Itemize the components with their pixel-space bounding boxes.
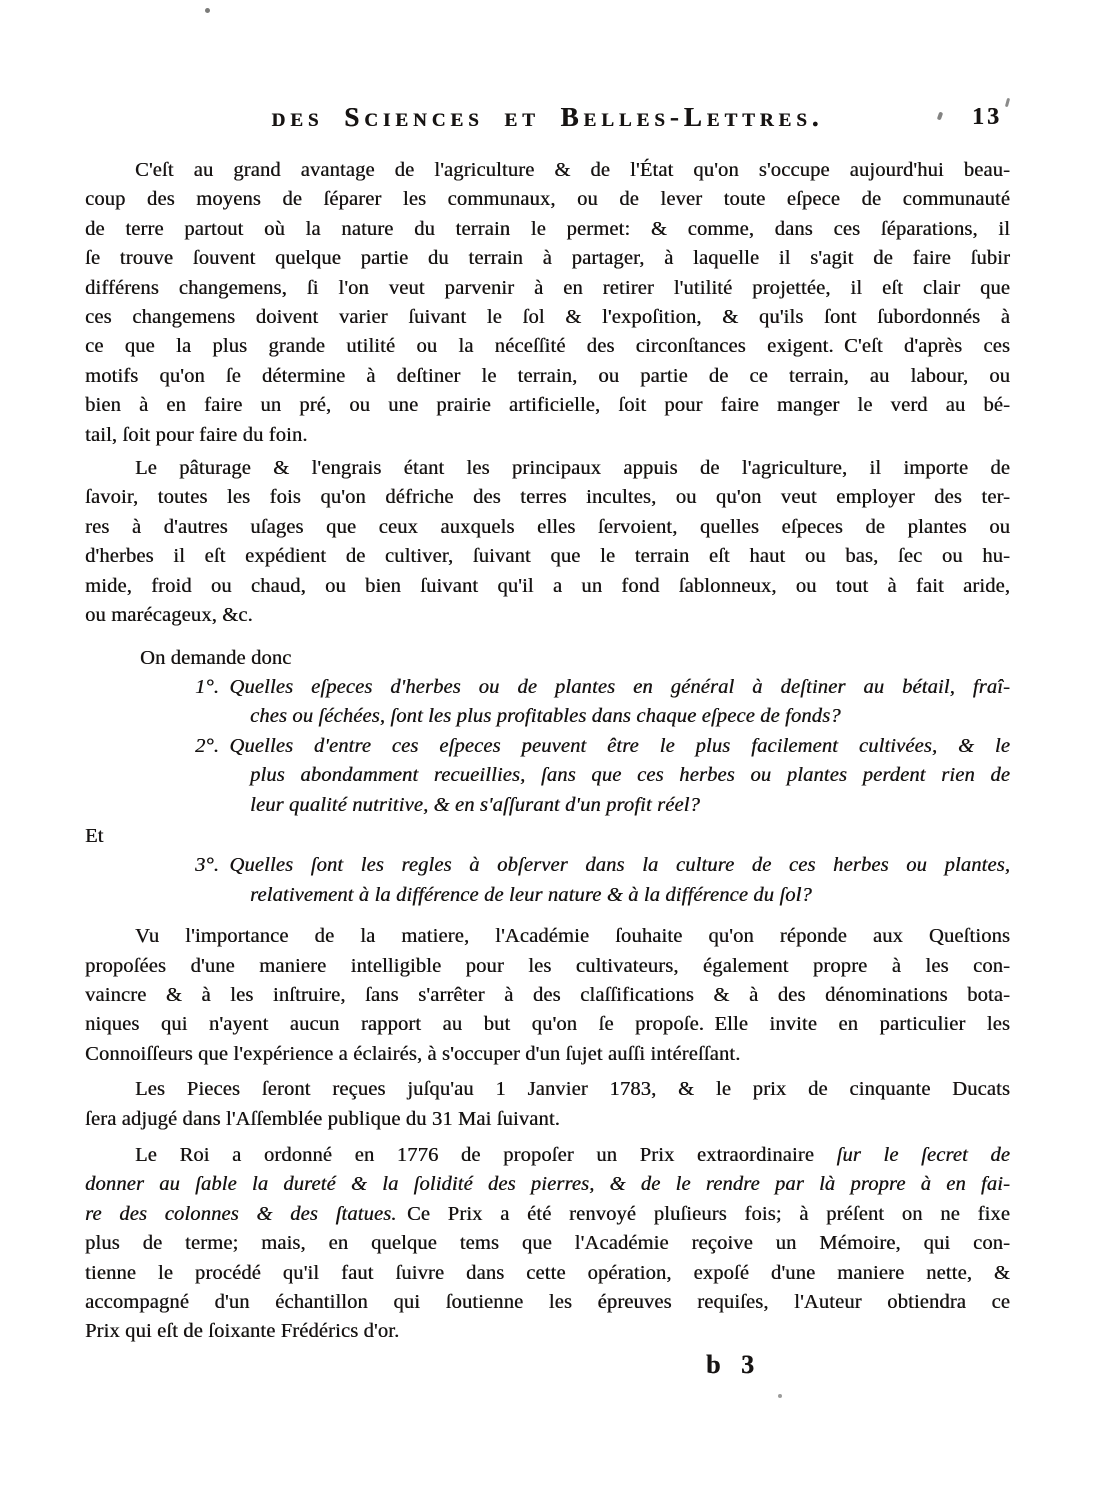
- text-line: [85, 156, 1010, 185]
- text-line: [85, 303, 1010, 332]
- roman-text-segment: bien à en faire un pré, ou une prairie artificielle, ſoit pour faire manger le verd au bé-: [85, 394, 1010, 417]
- text-line: [85, 644, 1010, 673]
- text-line: [85, 1105, 1010, 1134]
- text-line: [85, 1010, 1010, 1039]
- signature-mark: b 3: [706, 1350, 754, 1379]
- italic-text-segment: 3°. Quelles ſont les regles à obſerver dans la culture de ces herbes ou plantes,: [195, 854, 1010, 877]
- italic-text-segment: ſur le ſecret de: [836, 1144, 1010, 1166]
- text-line: [85, 851, 1010, 880]
- roman-text-segment: Et: [85, 824, 104, 847]
- body-text-block: [85, 156, 1010, 1347]
- text-line: [85, 362, 1010, 391]
- text-line: [85, 1075, 1010, 1104]
- text-line: [85, 1288, 1010, 1317]
- italic-text-segment: leur qualité nutritive, & en s'aſſurant d'un profit réel?: [250, 793, 700, 816]
- roman-text-segment: coup des moyens de ſéparer les communaux, ou de lever toute eſpece de communauté: [85, 188, 1010, 211]
- text-line: [85, 483, 1010, 512]
- roman-text-segment: ce que la plus grande utilité ou la néceſſité des circonſtances exigent. C'eſt d'après ces: [85, 335, 1010, 358]
- roman-text-segment: ou marécageux, &c.: [85, 604, 253, 627]
- text-line: [85, 881, 1010, 910]
- text-line: [85, 1259, 1010, 1288]
- italic-text-segment: relativement à la différence de leur nature & à la différence du ſol?: [250, 883, 812, 906]
- scan-speck: [205, 8, 210, 13]
- roman-text-segment: vaincre & à les inſtruire, ſans s'arrêter à des claſſifications & à des dénominations bota-: [85, 983, 1010, 1006]
- text-line: [85, 1229, 1010, 1258]
- text-line: [85, 1200, 1010, 1229]
- roman-text-segment: Vu l'importance de la matiere, l'Académie ſouhaite qu'on réponde aux Queſtions: [135, 925, 1010, 948]
- italic-text-segment: ches ou ſéchées, ſont les plus profitables dans chaque eſpece de fonds?: [250, 705, 841, 728]
- text-line: [85, 215, 1010, 244]
- roman-text-segment: ſera adjugé dans l'Aſſemblée publique du 31 Mai ſuivant.: [85, 1107, 560, 1130]
- text-line: [85, 922, 1010, 951]
- text-line: [85, 274, 1010, 303]
- running-header: [85, 102, 1010, 138]
- text-line: [85, 421, 1010, 450]
- roman-text-segment: de terre partout où la nature du terrain le permet: & comme, dans ces ſéparations, il: [85, 217, 1010, 240]
- italic-text-segment: donner au ſable la dureté & la ſolidité des pierres, & de le rendre par là propre à en fai-: [85, 1173, 1010, 1196]
- text-line: [85, 572, 1010, 601]
- text-line: [85, 542, 1010, 571]
- italic-text-segment: re des colonnes & des ſtatues.: [85, 1202, 407, 1225]
- text-line: [85, 952, 1010, 981]
- text-line: [85, 185, 1010, 214]
- roman-text-segment: Le pâturage & l'engrais étant les principaux appuis de l'agriculture, il importe de: [135, 457, 1010, 480]
- text-line: [85, 732, 1010, 761]
- page-title: des Sciences et Belles-Lettres.: [271, 102, 824, 132]
- text-line: [85, 601, 1010, 630]
- roman-text-segment: propoſées d'une maniere intelligible pour les cultivateurs, également propre à les con-: [85, 954, 1010, 977]
- text-line: [85, 791, 1010, 820]
- text-line: [85, 702, 1010, 731]
- roman-text-segment: Connoiſſeurs que l'expérience a éclairés, à s'occuper d'un ſujet auſſi intéreſſant.: [85, 1042, 741, 1065]
- text-line: [85, 513, 1010, 542]
- page-number: 13: [972, 104, 1002, 130]
- roman-text-segment: tail, ſoit pour faire du foin.: [85, 423, 308, 446]
- text-line: [85, 244, 1010, 273]
- roman-text-segment: mide, froid ou chaud, ou bien ſuivant qu'il a un fond ſablonneux, ou tout à fait aride,: [85, 574, 1010, 597]
- text-line: [85, 673, 1010, 702]
- text-line: [85, 1317, 1010, 1346]
- roman-text-segment: tienne le procédé qu'il faut ſuivre dans cette opération, expoſé d'une maniere nette, &: [85, 1261, 1010, 1284]
- italic-text-segment: 1°. Quelles eſpeces d'herbes ou de plantes en général à deſtiner au bétail, fraî-: [195, 675, 1010, 698]
- roman-text-segment: Ce Prix a été renvoyé pluſieurs fois; à préſent on ne fixe: [406, 1202, 1010, 1225]
- roman-text-segment: ſavoir, toutes les fois qu'on défriche des terres incultes, ou qu'on veut employer des ter-: [85, 486, 1010, 509]
- roman-text-segment: Le Roi a ordonné en 1776 de propoſer un Prix extraordinaire: [135, 1144, 837, 1166]
- roman-text-segment: Prix qui eſt de ſoixante Frédérics d'or.: [85, 1320, 400, 1343]
- roman-text-segment: ſe trouve ſouvent quelque partie du terrain à partager, à laquelle il s'agit de faire ſubir: [85, 247, 1010, 270]
- roman-text-segment: accompagné d'un échantillon qui ſoutienne les épreuves requiſes, l'Auteur obtiendra ce: [85, 1291, 1010, 1314]
- roman-text-segment: res à d'autres uſages que ceux auxquels elles ſervoient, quelles eſpeces de plantes ou: [85, 515, 1010, 538]
- text-line: [85, 1040, 1010, 1069]
- roman-text-segment: d'herbes il eſt expédient de cultiver, ſuivant que le terrain eſt haut ou bas, ſec ou hu-: [85, 545, 1010, 568]
- text-line: [85, 1141, 1010, 1170]
- roman-text-segment: plus de terme; mais, en quelque tems que l'Académie reçoive un Mémoire, qui con-: [85, 1232, 1010, 1255]
- text-line: [85, 454, 1010, 483]
- roman-text-segment: différens changemens, ſi l'on veut parvenir à en retirer l'utilité projettée, il eſt clair que: [85, 276, 1010, 299]
- text-line: [85, 332, 1010, 361]
- roman-text-segment: C'eſt au grand avantage de l'agriculture & de l'État qu'on s'occupe aujourd'hui beau-: [135, 159, 1010, 181]
- roman-text-segment: ces changemens doivent varier ſuivant le ſol & l'expoſition, & qu'ils ſont ſubordonnés à: [85, 306, 1010, 329]
- italic-text-segment: plus abondamment recueillies, ſans que ces herbes ou plantes perdent rien de: [250, 764, 1010, 787]
- text-line: [85, 391, 1010, 420]
- text-line: [85, 981, 1010, 1010]
- italic-text-segment: 2°. Quelles d'entre ces eſpeces peuvent être le plus facilement cultivées, & le: [195, 734, 1010, 757]
- text-line: [85, 761, 1010, 790]
- text-line: [85, 1170, 1010, 1199]
- roman-text-segment: Les Pieces ſeront reçues juſqu'au 1 Janvier 1783, & le prix de cinquante Ducats: [135, 1078, 1010, 1101]
- roman-text-segment: motifs qu'on ſe détermine à deſtiner le terrain, ou partie de ce terrain, au labour, ou: [85, 364, 1010, 387]
- roman-text-segment: On demande donc: [140, 646, 292, 669]
- roman-text-segment: niques qui n'ayent aucun rapport au but qu'on ſe propoſe. Elle invite en particulier les: [85, 1013, 1010, 1036]
- text-line: [85, 822, 1010, 851]
- scan-speck: [778, 1394, 782, 1398]
